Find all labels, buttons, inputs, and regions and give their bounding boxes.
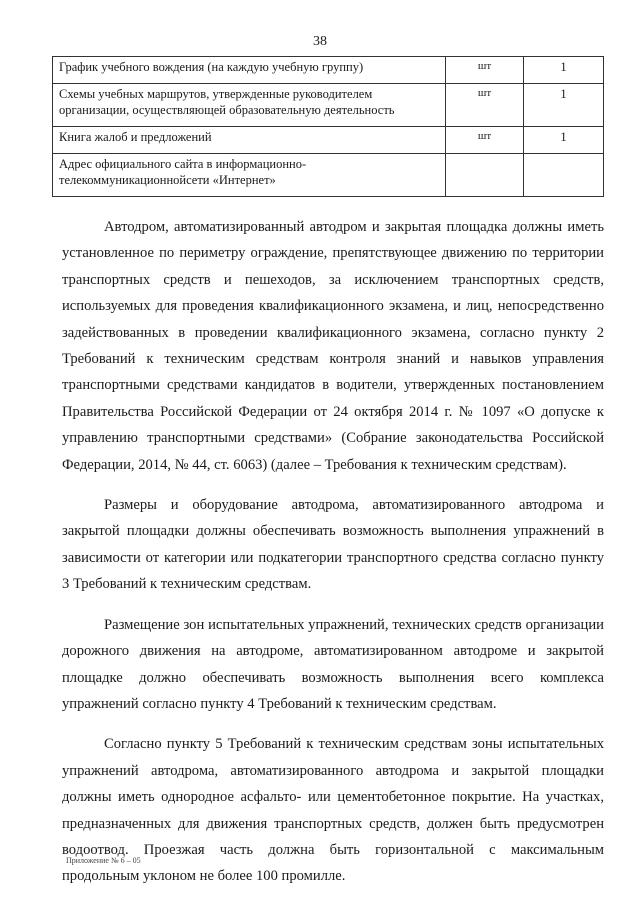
table-cell-name: Книга жалоб и предложений: [53, 127, 446, 154]
table-cell-name: Адрес официального сайта в информационно-телекоммуникационнойсети «Интернет»: [53, 154, 446, 197]
table-cell-qty: 1: [524, 57, 604, 84]
table-cell-qty: 1: [524, 127, 604, 154]
paragraph: Согласно пункту 5 Требований к техническим средствам зоны испытательных упражнений автодрома, автоматизированного автодрома и закрытой площадки должны иметь однородное асфальто- или цементобетонное покрытие. На участках, предназначенных для движения транспортных средств, должен быть предусмотрен водоотвод. Проезжая часть должна быть горизонтальной с максимальным продольным уклоном не более 100 промилле.: [62, 736, 604, 885]
paragraph: Размеры и оборудование автодрома, автоматизированного автодрома и закрытой площадки должны обеспечивать возможность выполнения упражнений в зависимости от категории или подкатегории транспортного средства согласно пункту 3 Требований к техническим средствам.: [62, 497, 604, 593]
table-cell-name: График учебного вождения (на каждую учебную группу): [53, 57, 446, 84]
table-cell-qty: 1: [524, 84, 604, 127]
table-cell-qty: [524, 154, 604, 197]
table-row: [53, 57, 604, 84]
table-cell-unit: шт: [446, 84, 524, 127]
paragraph: Размещение зон испытательных упражнений, технических средств организации дорожного движения на автодроме, автоматизированном автодроме и закрытой площадке должно обеспечивать возможность выполнения всего комплекса упражнений согласно пункту 4 Требований к техническим средствам.: [62, 616, 604, 712]
table-row: [53, 84, 604, 127]
table-cell-unit: [446, 154, 524, 197]
table-cell-unit: шт: [446, 127, 524, 154]
paragraph: Автодром, автоматизированный автодром и закрытая площадка должны иметь установленное по периметру ограждение, препятствующее движению по территории транспортных средств и пешеходов, за исключением транспортных средств, используемых для проведения квалификационного экзамена, и лиц, непосредственно задействованных в проведении квалификационного экзамена, согласно пункту 2 Требований к техническим средствам контроля знаний и навыков управления транспортными средствами кандидатов в водители, утвержденных постановлением Правительства Российской Федерации от 24 октября 2014 г. № 1097 «О допуске к управлению транспортными средствами» (Собрание законодательства Российской Федерации, 2014, № 44, ст. 6063) (далее – Требования к техническим средствам).: [62, 219, 604, 473]
footer-note: Приложение № 6 – 05: [66, 856, 141, 865]
page-number: 38: [313, 34, 327, 49]
body-text: [62, 214, 604, 904]
table-cell-unit: шт: [446, 57, 524, 84]
table-row: [53, 154, 604, 197]
table-row: [53, 127, 604, 154]
table-cell-name: Схемы учебных маршрутов, утвержденные руководителем организации, осуществляющей образовательную деятельность: [53, 84, 446, 127]
equipment-table: [52, 56, 604, 197]
